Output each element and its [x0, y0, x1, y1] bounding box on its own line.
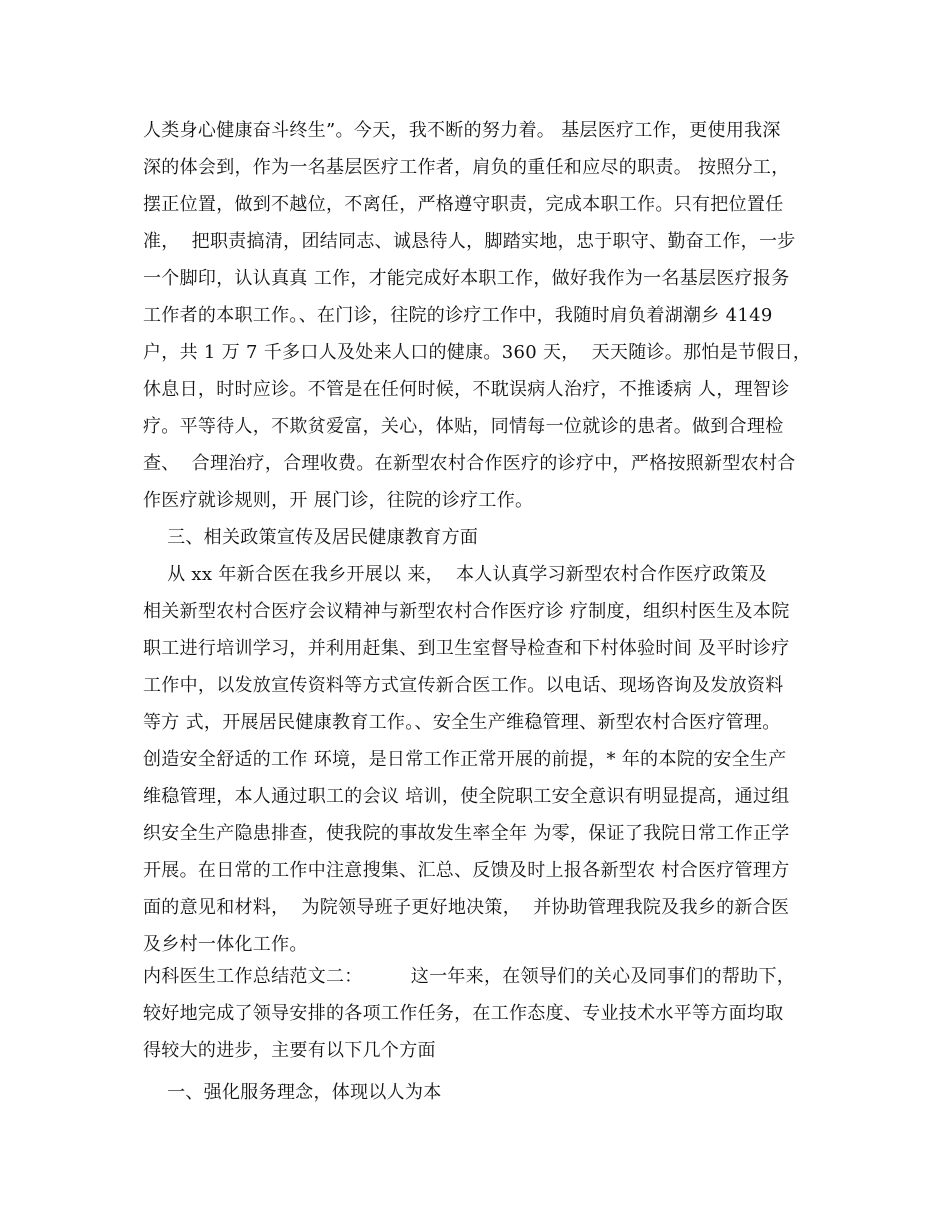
text-line: 准， 把职责搞清，团结同志、诚恳待人，脚踏实地，忠于职守、勤奋工作，一步	[143, 231, 796, 252]
text-line: 等方 式，开展居民健康教育工作。、安全生产维稳管理、新型农村合医疗管理。	[143, 712, 781, 733]
text-line: 休息日，时时应诊。不管是在任何时候，不耽误病人治疗，不推诿病 人，理智诊	[143, 379, 790, 400]
text-line: 深的体会到，作为一名基层医疗工作者，肩负的重任和应尽的职责。 按照分工，	[143, 157, 790, 178]
text-line: 摆正位置，做到不越位，不离任，严格遵守职责，完成本职工作。只有把位置任	[143, 194, 784, 215]
section-heading: 一、强化服务理念，体现以人为本	[143, 1082, 442, 1103]
section-heading: 三、相关政策宣传及居民健康教育方面	[143, 527, 479, 548]
text-line: 面的意见和材料， 为院领导班子更好地决策， 并协助管理我院及我乡的新合医	[143, 897, 790, 918]
text-line: 维稳管理，本人通过职工的会议 培训，使全院职工安全意识有明显提高，通过组	[143, 786, 790, 807]
text-line: 织安全生产隐患排查，使我院的事故发生率全年 为零，保证了我院日常工作正学	[143, 823, 790, 844]
text-line: 开展。在日常的工作中注意搜集、汇总、反馈及时上报各新型农 村合医疗管理方	[143, 860, 790, 881]
text-line: 及乡村一体化工作。	[143, 934, 308, 955]
text-line: 创造安全舒适的工作 环境，是日常工作正常开展的前提，* 年的本院的安全生产	[143, 749, 787, 770]
text-line: 相关新型农村合医疗会议精神与新型农村合作医疗诊 疗制度，组织村医生及本院	[143, 601, 790, 622]
text-line: 作医疗就诊规则，开 展门诊，往院的诊疗工作。	[143, 490, 534, 511]
text-line: 人类身心健康奋斗终生”。今天，我不断的努力着。 基层医疗工作，更使用我深	[143, 120, 781, 141]
text-line: 工作中，以发放宣传资料等方式宣传新合医工作。以电话、现场咨询及发放资料	[143, 675, 784, 696]
section-title-line: 内科医生工作总结范文二： 这一年来，在领导们的关心及同事们的帮助下，	[143, 966, 796, 987]
text-line: 较好地完成了领导安排的各项工作任务，在工作态度、专业技术水平等方面均取	[143, 1003, 784, 1024]
text-line: 职工进行培训学习，并利用赶集、到卫生室督导检查和下村体验时间 及平时诊疗	[143, 638, 790, 659]
text-line: 得较大的进步，主要有以下几个方面	[143, 1040, 436, 1061]
text-line: 户，共 1 万 7 千多口人及处来人口的健康。360 天， 天天随诊。那怕是节假日，	[143, 342, 812, 363]
text-line: 工作者的本职工作。、在门诊，往院的诊疗工作中，我随时肩负着湖潮乡 4149	[143, 305, 773, 326]
text-line: 从 xx 年新合医在我乡开展以 来， 本人认真学习新型农村合作医疗政策及	[143, 564, 768, 585]
text-line: 疗。平等待人，不欺贫爱富，关心，体贴，同情每一位就诊的患者。做到合理检	[143, 416, 784, 437]
text-line: 一个脚印，认认真真 工作，才能完成好本职工作，做好我作为一名基层医疗报务	[143, 268, 790, 289]
text-line: 查、 合理治疗，合理收费。在新型农村合作医疗的诊疗中，严格按照新型农村合	[143, 453, 796, 474]
